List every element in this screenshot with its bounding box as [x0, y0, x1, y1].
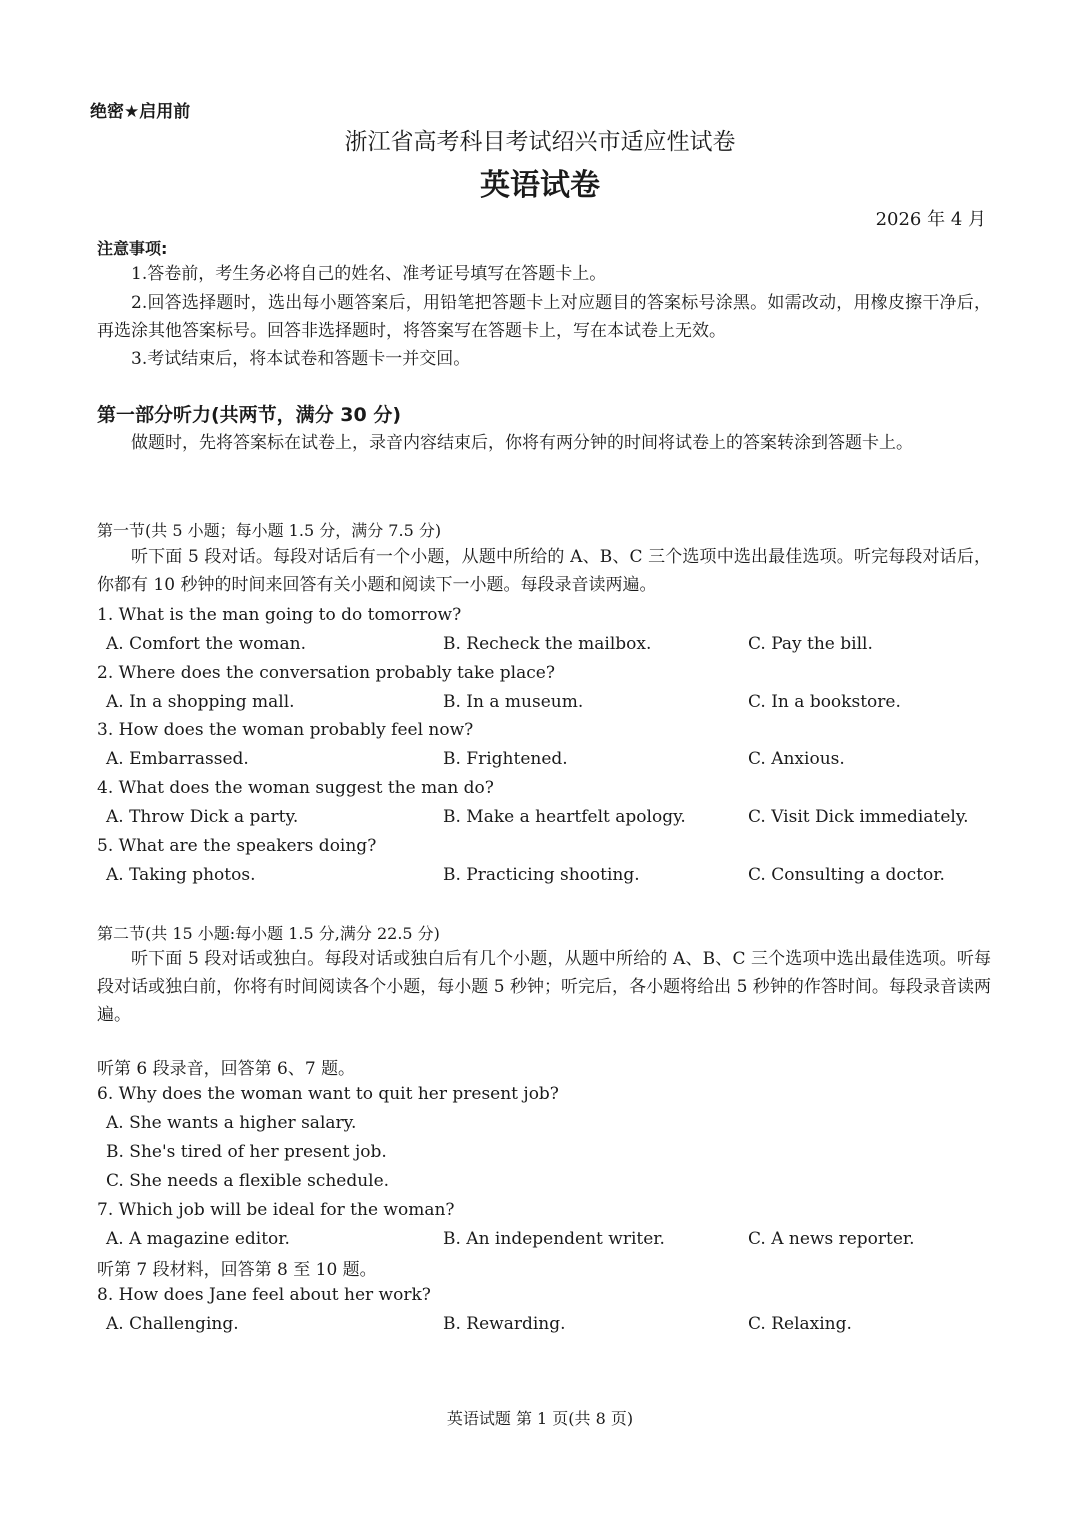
question-2: 2. Where does the conversation probably take place?	[97, 663, 555, 683]
q6-option-b: B. She's tired of her present job.	[106, 1142, 387, 1162]
section1-intro: 听下面 5 段对话。每段对话后有一个小题，从题中所给的 A、B、C 三个选项中选出最佳选项。听完每段对话后，你都有 10 秒钟的时间来回答有关小题和阅读下一小题。每段录音读两遍。	[97, 547, 991, 595]
q4-option-b: B. Make a heartfelt apology.	[443, 807, 686, 827]
section2-heading: 第二节(共 15 小题:每小题 1.5 分,满分 22.5 分)	[97, 924, 440, 943]
q1-option-a: A. Comfort the woman.	[106, 634, 306, 654]
audio-7-instruction: 听第 7 段材料，回答第 8 至 10 题。	[97, 1260, 377, 1280]
notice-item-3: 3.考试结束后，将本试卷和答题卡一并交回。	[131, 349, 471, 369]
confidential-label: 绝密★启用前	[90, 102, 191, 122]
question-1: 1. What is the man going to do tomorrow?	[97, 605, 462, 625]
paper-title: 英语试卷	[480, 168, 600, 203]
q2-option-b: B. In a museum.	[443, 692, 584, 712]
question-3: 3. How does the woman probably feel now?	[97, 720, 474, 740]
q4-option-c: C. Visit Dick immediately.	[748, 807, 969, 827]
q7-option-c: C. A news reporter.	[748, 1229, 915, 1249]
notice-item-1: 1.答卷前，考生务必将自己的姓名、准考证号填写在答题卡上。	[131, 264, 607, 284]
q5-option-a: A. Taking photos.	[106, 865, 256, 885]
q7-option-a: A. A magazine editor.	[106, 1229, 290, 1249]
q7-option-b: B. An independent writer.	[443, 1229, 665, 1249]
q1-option-c: C. Pay the bill.	[748, 634, 873, 654]
section2-intro: 听下面 5 段对话或独白。每段对话或独白后有几个小题，从题中所给的 A、B、C 三个选项中选出最佳选项。听每段对话或独白前，你将有时间阅读各个小题，每小题 5 秒钟；听完后，各小题将给出 5 秒钟的作答时间。每段录音读两遍。	[97, 949, 991, 1025]
question-6: 6. Why does the woman want to quit her present job?	[97, 1084, 559, 1104]
question-4: 4. What does the woman suggest the man do?	[97, 778, 494, 798]
question-8: 8. How does Jane feel about her work?	[97, 1285, 431, 1305]
part1-heading: 第一部分听力(共两节，满分 30 分)	[97, 404, 402, 426]
q4-option-a: A. Throw Dick a party.	[106, 807, 299, 827]
q3-option-a: A. Embarrassed.	[106, 749, 249, 769]
notice-item-2: 2.回答选择题时，选出每小题答案后，用铅笔把答题卡上对应题目的答案标号涂黑。如需改动，用橡皮擦干净后，再选涂其他答案标号。回答非选择题时，将答案写在答题卡上，写在本试卷上无效。	[97, 293, 991, 341]
question-5: 5. What are the speakers doing?	[97, 836, 377, 856]
q2-option-c: C. In a bookstore.	[748, 692, 901, 712]
part1-intro: 做题时，先将答案标在试卷上，录音内容结束后，你将有两分钟的时间将试卷上的答案转涂到答题卡上。	[131, 433, 913, 453]
page-footer: 英语试题 第 1 页(共 8 页)	[446, 1409, 634, 1428]
section1-heading: 第一节(共 5 小题；每小题 1.5 分，满分 7.5 分)	[97, 521, 442, 540]
q1-option-b: B. Recheck the mailbox.	[443, 634, 652, 654]
notice-heading: 注意事项:	[97, 239, 168, 258]
q3-option-c: C. Anxious.	[748, 749, 845, 769]
audio-6-instruction: 听第 6 段录音，回答第 6、7 题。	[97, 1059, 356, 1079]
question-7: 7. Which job will be ideal for the woman?	[97, 1200, 455, 1220]
q8-option-b: B. Rewarding.	[443, 1314, 566, 1334]
q2-option-a: A. In a shopping mall.	[106, 692, 295, 712]
q6-option-a: A. She wants a higher salary.	[106, 1113, 357, 1133]
q3-option-b: B. Frightened.	[443, 749, 568, 769]
q5-option-c: C. Consulting a doctor.	[748, 865, 945, 885]
q6-option-c: C. She needs a flexible schedule.	[106, 1171, 390, 1191]
exam-date: 2026 年 4 月	[875, 209, 986, 230]
q5-option-b: B. Practicing shooting.	[443, 865, 640, 885]
q8-option-a: A. Challenging.	[106, 1314, 239, 1334]
exam-title: 浙江省高考科目考试绍兴市适应性试卷	[344, 129, 736, 155]
q8-option-c: C. Relaxing.	[748, 1314, 852, 1334]
